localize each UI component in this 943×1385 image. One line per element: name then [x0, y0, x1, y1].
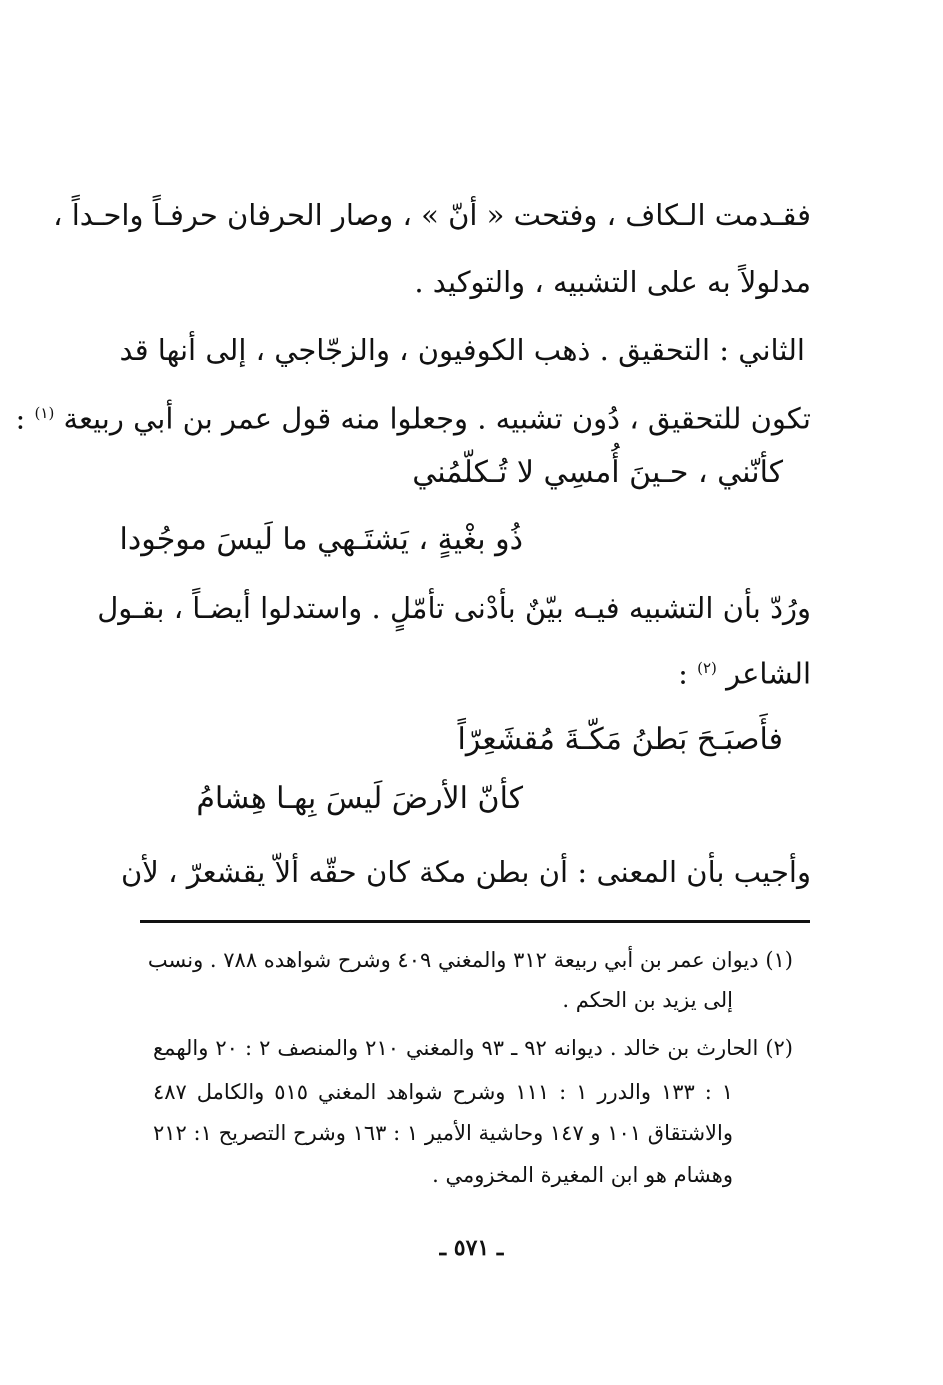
- verse-2-hemistich-1: فأَصبَـحَ بَطنُ مَكّـةَ مُقشَعِرّاً: [457, 722, 783, 757]
- verse-1-hemistich-1: كأنّني ، حـينَ أُمسِي لا تُـكلّمُني: [412, 455, 783, 490]
- footnote-2-line-1-text: الحارث بن خالد . ديوانه ٩٢ ـ ٩٣ والمغني ٢١٠ والمنصف ٢ : ٢٠ والهمع: [153, 1036, 759, 1060]
- verse-1-hemistich-2: ذُو بغْيةٍ ، يَشتَـهي ما لَيسَ موجُودا: [119, 522, 523, 557]
- body-line-4: [15, 393, 811, 439]
- footnote-ref-2: (٢): [697, 659, 717, 677]
- body-line-7: وأجيب بأن المعنى : أن بطن مكة كان حقّه ألاّ يقشعرّ ، لأن: [121, 855, 811, 889]
- footnote-1-line-2: إلى يزيد بن الحكم .: [562, 988, 733, 1012]
- body-line-4-text: تكون للتحقيق ، دُون تشبيه . وجعلوا منه قول عمر بن أبي ربيعة: [63, 401, 811, 436]
- body-line-6: [121, 648, 811, 694]
- footnote-1-line-1: [147, 945, 793, 975]
- colon-2: :: [678, 656, 688, 691]
- footnote-2-marker: (٢): [765, 1036, 793, 1060]
- colon-1: :: [15, 401, 26, 436]
- footnote-2-line-1: [153, 1033, 793, 1063]
- body-line-3: الثاني : التحقيق . ذهب الكوفيون ، والزجّاجي ، إلى أنها قد: [119, 333, 805, 367]
- footnote-2-line-3: والاشتقاق ١٠١ و ١٤٧ وحاشية الأمير ١ : ١٦٣ وشرح التصريح ١: ٢١٢: [153, 1121, 733, 1145]
- page-number: ـ ٥٧١ ـ: [439, 1235, 504, 1261]
- footnote-1-marker: (١): [765, 948, 793, 972]
- verse-2-hemistich-2: كأنّ الأرضَ لَيسَ بِهـا هِشامُ: [196, 781, 523, 816]
- body-line-1: فقـدمت الـكاف ، وفتحت « أنّ » ، وصار الحرفان حرفـاً واحـداً ،: [53, 198, 811, 232]
- footnote-divider: [140, 920, 810, 923]
- footnote-ref-1: (١): [34, 404, 55, 422]
- body-line-6-text: الشاعر: [726, 656, 811, 691]
- body-line-5: ورُدّ بأن التشبيه فيـه بيّنٌ بأدْنى تأمّلٍ . واستدلوا أيضـاً ، بقـول: [97, 591, 811, 625]
- footnote-2-line-4: وهشام هو ابن المغيرة المخزومي .: [432, 1163, 733, 1187]
- footnote-2-line-2: ١ : ١٣٣ والدرر ١ : ١١١ وشرح شواهد المغني ٥١٥ والكامل ٤٨٧: [153, 1080, 733, 1104]
- footnote-1-line-1-text: ديوان عمر بن أبي ربيعة ٣١٢ والمغني ٤٠٩ وشرح شواهده ٧٨٨ . ونسب: [147, 948, 759, 972]
- body-line-2: مدلولاً به على التشبيه ، والتوكيد .: [414, 265, 811, 299]
